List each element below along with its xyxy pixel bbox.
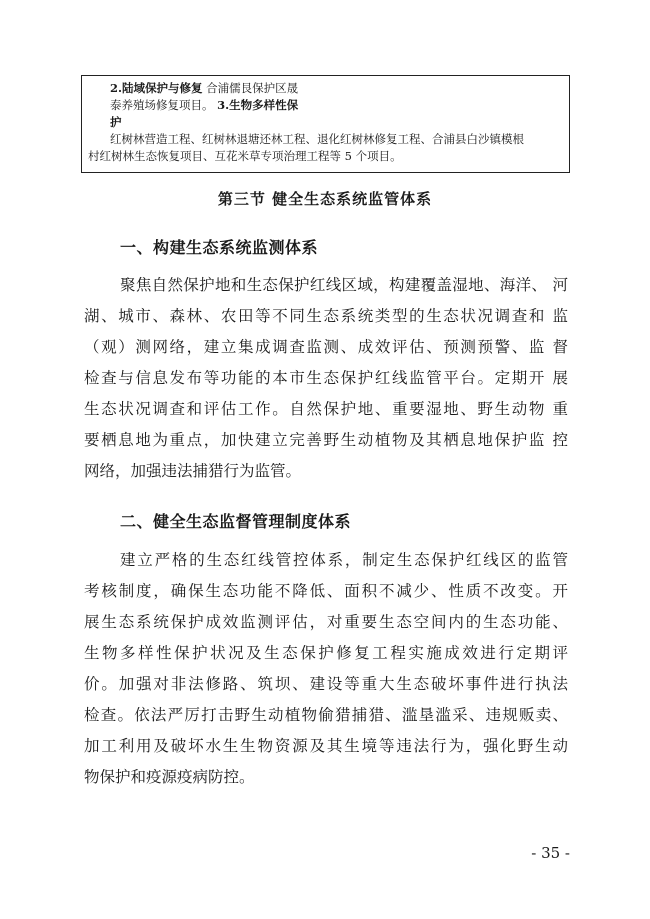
- paragraph-line: 考核制度，确保生态功能不降低、面积不减少、性质不改变。开: [84, 582, 568, 600]
- box-heading-continued: 护: [110, 115, 122, 129]
- page-number: - 35 -: [531, 844, 570, 862]
- paragraph-supervision: [84, 545, 568, 793]
- paragraph-line: 展生态系统保护成效监测评估，对重要生态空间内的生态功能、: [84, 613, 568, 631]
- box-heading-land: 2.陆域保护与修复: [110, 81, 203, 95]
- paragraph-line: 网络，加强违法捕猎行为监管。: [84, 462, 302, 480]
- paragraph-line: 建立严格的生态红线管控体系，制定生态保护红线区的监管: [120, 551, 568, 569]
- box-line-1: [88, 80, 563, 97]
- subheading-monitoring: 一、构建生态系统监测体系: [120, 238, 319, 257]
- subheading-supervision: 二、健全生态监督管理制度体系: [120, 512, 352, 531]
- paragraph-line: 要栖息地为重点，加快建立完善野生动植物及其栖息地保护监 控: [84, 431, 568, 449]
- box-text: 村红树林生态恢复项目、互花米草专项治理工程等 5 个项目。: [88, 149, 402, 163]
- paragraph-line: 价。加强对非法修路、筑坝、建设等重大生态破坏事件进行执法: [84, 675, 568, 693]
- paragraph-line: （观）测网络，建立集成调查监测、成效评估、预测预警、监 督: [84, 338, 568, 356]
- box-line-2: [88, 97, 563, 114]
- paragraph-line: 检查与信息发布等功能的本市生态保护红线监管平台。定期开 展: [84, 369, 568, 387]
- box-line-4: [88, 131, 563, 148]
- box-text: 红树林营造工程、红树林退塘还林工程、退化红树林修复工程、合浦县白沙镇模根: [110, 132, 524, 146]
- paragraph-line: 生物多样性保护状况及生态保护修复工程实施成效进行定期评: [84, 644, 568, 662]
- paragraph-line: 湖、城市、森林、农田等不同生态系统类型的生态状况调查和 监: [84, 307, 568, 325]
- box-text: 泰养殖场修复项目。: [110, 98, 214, 112]
- paragraph-line: 加工利用及破坏水生生物资源及其生境等违法行为，强化野生动: [84, 737, 568, 755]
- paragraph-monitoring: [84, 270, 568, 487]
- project-list-box: [81, 75, 570, 173]
- box-line-3: [88, 114, 563, 131]
- section-title: 第三节 健全生态系统监管体系: [217, 190, 433, 208]
- paragraph-line: 生态状况调查和评估工作。自然保护地、重要湿地、野生动物 重: [84, 400, 568, 418]
- paragraph-line: 聚焦自然保护地和生态保护红线区域，构建覆盖湿地、海洋、 河: [120, 276, 568, 294]
- box-line-5: [88, 148, 563, 165]
- box-heading-biodiversity: 3.生物多样性保: [217, 98, 299, 112]
- box-text: 合浦儒艮保护区晟: [206, 81, 299, 95]
- paragraph-line: 检查。依法严厉打击野生动植物偷猎捕猎、滥垦滥采、违规贩卖、: [84, 706, 568, 724]
- paragraph-line: 物保护和疫源疫病防控。: [84, 768, 255, 786]
